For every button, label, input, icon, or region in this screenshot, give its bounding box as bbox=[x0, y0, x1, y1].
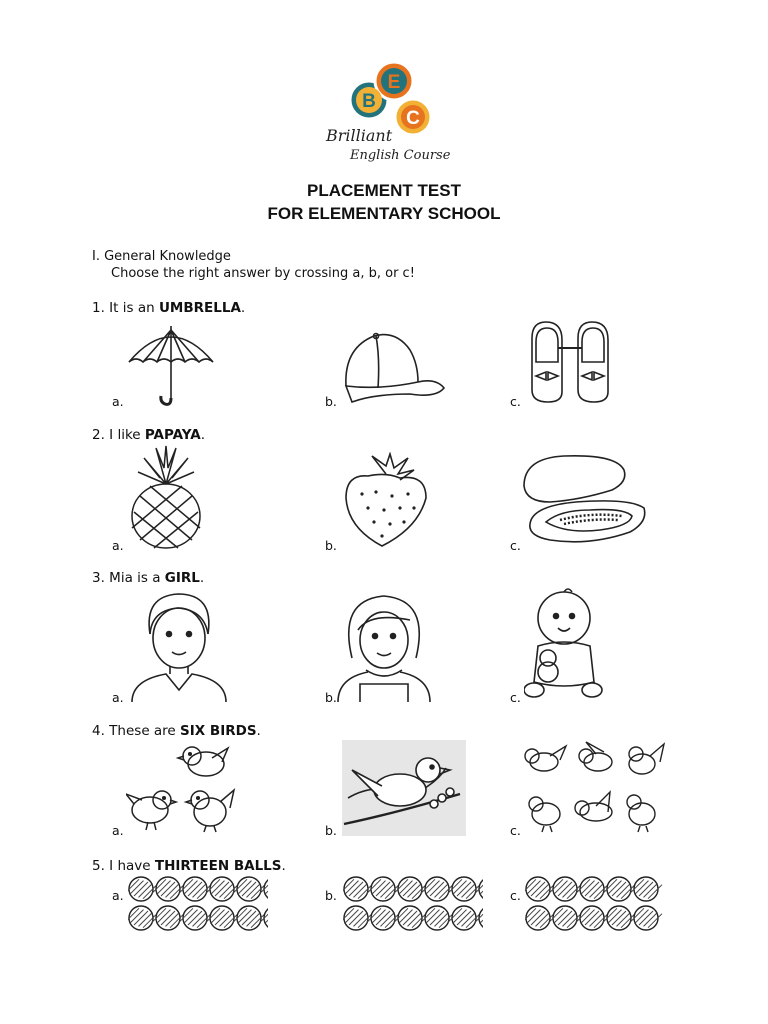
ball-icon bbox=[152, 877, 184, 901]
boy-icon bbox=[128, 590, 230, 704]
option-4b[interactable]: b. bbox=[325, 823, 337, 838]
three-birds-icon bbox=[126, 744, 238, 836]
page-subtitle: FOR ELEMENTARY SCHOOL bbox=[267, 204, 501, 223]
ball-icon bbox=[367, 906, 399, 930]
balls-group-b bbox=[343, 876, 483, 932]
question-4: 4. These are SIX BIRDS. bbox=[92, 723, 261, 739]
svg-text:English Course: English Course bbox=[350, 148, 450, 163]
ball-icon bbox=[421, 906, 453, 930]
ball-icon bbox=[179, 877, 211, 901]
option-2c[interactable]: c. bbox=[510, 538, 521, 553]
ball-icon bbox=[206, 906, 238, 930]
ball-icon bbox=[233, 906, 265, 930]
svg-text:Brilliant: Brilliant bbox=[326, 126, 393, 145]
page-title: PLACEMENT TEST bbox=[307, 181, 461, 200]
option-5b[interactable]: b. bbox=[325, 888, 337, 903]
ball-icon bbox=[128, 877, 157, 901]
pineapple-icon bbox=[126, 444, 206, 552]
question-5: 5. I have THIRTEEN BALLS. bbox=[92, 858, 286, 874]
ball-icon bbox=[549, 906, 581, 930]
papaya-icon bbox=[520, 452, 648, 546]
ball-icon bbox=[128, 906, 157, 930]
ball-icon bbox=[549, 877, 581, 901]
ball-icon bbox=[525, 906, 554, 930]
svg-text:C: C bbox=[406, 108, 420, 129]
question-1: 1. It is an UMBRELLA. bbox=[92, 300, 246, 316]
ball-icon bbox=[630, 877, 662, 901]
balls-group-a bbox=[128, 876, 268, 932]
ball-icon bbox=[367, 877, 399, 901]
svg-text:B: B bbox=[362, 91, 376, 112]
ball-icon bbox=[394, 877, 426, 901]
option-2a[interactable]: a. bbox=[112, 538, 124, 553]
ball-icon bbox=[603, 877, 635, 901]
ball-icon bbox=[206, 877, 238, 901]
option-5c[interactable]: c. bbox=[510, 888, 521, 903]
option-3b[interactable]: b. bbox=[325, 690, 337, 705]
ball-icon bbox=[179, 906, 211, 930]
balls-group-c bbox=[525, 876, 665, 932]
ball-icon bbox=[233, 877, 265, 901]
option-2b[interactable]: b. bbox=[325, 538, 337, 553]
cap-icon bbox=[340, 328, 448, 408]
instruction: Choose the right answer by crossing a, b, or c! bbox=[111, 266, 415, 281]
ball-icon bbox=[576, 877, 608, 901]
question-2: 2. I like PAPAYA. bbox=[92, 427, 206, 443]
logo bbox=[322, 48, 450, 166]
ball-icon bbox=[576, 906, 608, 930]
option-4c[interactable]: c. bbox=[510, 823, 521, 838]
question-3: 3. Mia is a GIRL. bbox=[92, 570, 205, 586]
ball-icon bbox=[421, 877, 453, 901]
ball-icon bbox=[394, 906, 426, 930]
ball-icon bbox=[448, 877, 480, 901]
option-3c[interactable]: c. bbox=[510, 690, 521, 705]
girl-icon bbox=[330, 590, 438, 704]
ball-icon bbox=[343, 877, 372, 901]
svg-text:E: E bbox=[387, 72, 401, 93]
option-1a[interactable]: a. bbox=[112, 394, 124, 409]
ball-icon bbox=[630, 906, 662, 930]
option-1c[interactable]: c. bbox=[510, 394, 521, 409]
option-1b[interactable]: b. bbox=[325, 394, 337, 409]
shoes-icon bbox=[522, 318, 618, 406]
ball-icon bbox=[525, 877, 554, 901]
bec-logo-icon bbox=[322, 48, 450, 166]
ball-icon bbox=[343, 906, 372, 930]
six-birds-icon bbox=[522, 740, 670, 836]
option-4a[interactable]: a. bbox=[112, 823, 124, 838]
baby-icon bbox=[524, 586, 604, 700]
ball-icon bbox=[152, 906, 184, 930]
one-bird-icon bbox=[342, 740, 466, 836]
ball-icon bbox=[603, 906, 635, 930]
ball-icon bbox=[448, 906, 480, 930]
umbrella-icon bbox=[125, 322, 217, 408]
option-5a[interactable]: a. bbox=[112, 888, 124, 903]
section-heading: I. General Knowledge bbox=[92, 249, 231, 264]
option-3a[interactable]: a. bbox=[112, 690, 124, 705]
strawberry-icon bbox=[342, 452, 430, 550]
